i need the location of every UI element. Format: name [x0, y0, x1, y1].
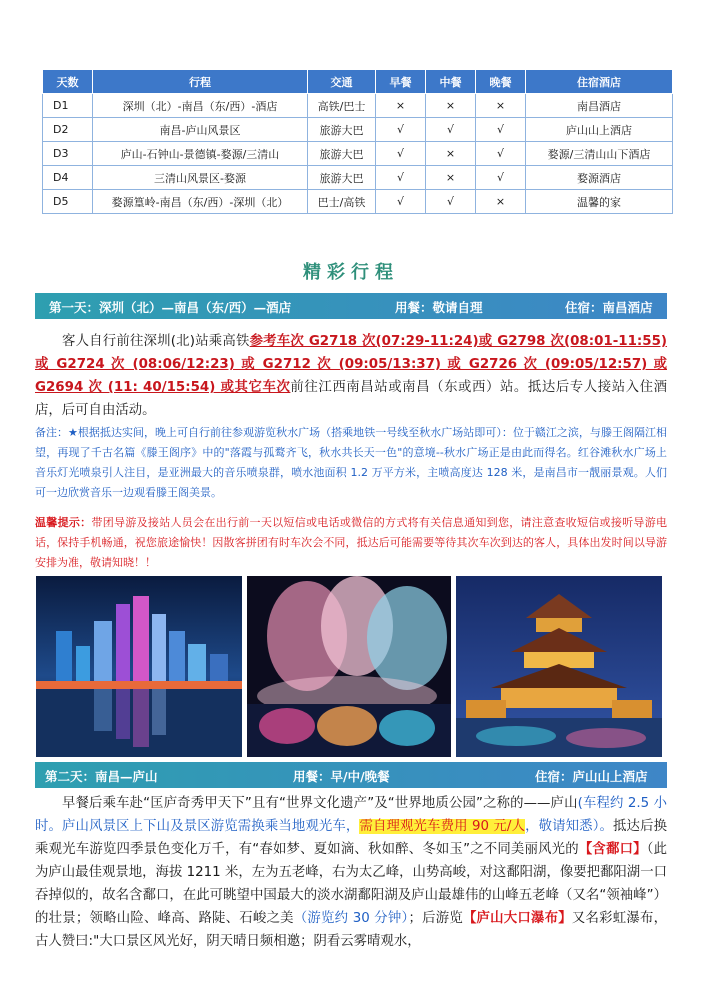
cell-transport: 旅游大巴 [308, 118, 376, 142]
nanchang-night-skyline-photo [36, 576, 242, 757]
header-day: 天数 [43, 70, 93, 94]
day2-text-7: （此为庐山最佳观景地，海拔 1211 米，左为五老峰，右为太乙峰，山势高峻，对这鄱阳湖，像要把鄱阳湖一口吞掉似的，故名含鄱口，在此可眺望中国最大的淡水湖鄱阳湖及庐山最雄伟的山峰五老峰（又名“领袖峰”）的壮景；领略山险、峰高、路陡、石峻之美 [35, 842, 668, 926]
cell-day: D3 [43, 142, 93, 166]
table-row [43, 118, 673, 142]
cell-route: 南昌-庐山风景区 [93, 118, 308, 142]
cell-dinner: √ [476, 142, 526, 166]
cell-breakfast: × [376, 94, 426, 118]
tengwang-pavilion-photo [456, 576, 662, 757]
table-row [43, 94, 673, 118]
day2-text-4: ，敬请知悉）。 [525, 819, 614, 834]
day2-tour-duration: （游览约 30 分钟） [293, 911, 409, 926]
day1-intro-text: 客人自行前往深圳(北)站乘高铁 [62, 334, 250, 349]
day1-tip [35, 513, 667, 573]
header-route: 行程 [93, 70, 308, 94]
header-hotel: 住宿酒店 [526, 70, 673, 94]
cell-hotel: 南昌酒店 [526, 94, 673, 118]
day2-banner [35, 762, 667, 788]
cell-hotel: 庐山山上酒店 [526, 118, 673, 142]
day2-paragraph [35, 792, 667, 953]
cell-lunch: × [426, 142, 476, 166]
cell-breakfast: √ [376, 142, 426, 166]
cell-day: D4 [43, 166, 93, 190]
cell-day: D5 [43, 190, 93, 214]
cell-transport: 旅游大巴 [308, 142, 376, 166]
day1-note: 备注：★根据抵达实间，晚上可自行前往参观游览秋水广场（搭乘地铁一号线至秋水广场站即可）：位于赣江之滨，与滕王阁隔江相望，再现了千古名篇《滕王阁序》中的"落霞与孤鹜齐飞，秋水共长天一色"的意境--秋水广场正是由此而得名。红谷滩秋水广场上音乐灯光喷泉引人注目，是亚洲最大的音乐喷泉群，喷水池面积 1.2 万平方米，主喷高度达 128 米，是南昌市一靓丽景观。人们可一边欣赏音乐一边观看滕王阁美景。 [35, 426, 667, 499]
day2-hotel: 住宿：庐山山上酒店 [535, 769, 648, 784]
cell-hotel: 婺源/三清山山下酒店 [526, 142, 673, 166]
cell-hotel: 婺源酒店 [526, 166, 673, 190]
day1-meals: 用餐：敬请自理 [395, 300, 483, 315]
section-title: 精彩行程 [303, 262, 399, 283]
day2-hanpokou-label: 【含鄱口】 [578, 842, 647, 857]
cell-lunch: √ [426, 118, 476, 142]
itinerary-overview-table [42, 69, 673, 214]
day1-train-list: 参考车次 G2718 次(07:29-11:24)或 G2798 次(08:01-11:55)或 G2724 次 (08:06/12:23) 或 G2712 次 (09:05/13:37) 或 G2726 次 (09:05/12:57) 或 G2694 次 (11: 40/15:54) 或其它车次 [35, 334, 668, 395]
cell-dinner: √ [476, 118, 526, 142]
cell-lunch: × [426, 166, 476, 190]
header-breakfast: 早餐 [376, 70, 426, 94]
cell-route: 三清山风景区-婺源 [93, 166, 308, 190]
cell-route: 庐山-石钟山-景德镇-婺源/三清山 [93, 142, 308, 166]
cell-route: 深圳（北）-南昌（东/西）-酒店 [93, 94, 308, 118]
header-dinner: 晚餐 [476, 70, 526, 94]
day2-text-11: 又名彩虹瀑布，古人赞曰:"大口景区风光好，阴天晴日频相邀；阴看云雾晴观水， [35, 911, 668, 949]
cell-hotel: 温馨的家 [526, 190, 673, 214]
cell-breakfast: √ [376, 166, 426, 190]
day1-paragraph [35, 330, 667, 422]
day2-text-2: (车程约 2.5 小时。庐山风景区上下山及景区游览需换乘当地观光车， [35, 796, 667, 834]
cell-day: D1 [43, 94, 93, 118]
cell-transport: 巴士/高铁 [308, 190, 376, 214]
cell-dinner: × [476, 94, 526, 118]
music-fountain-photo [247, 576, 451, 757]
day2-text-1: 早餐后乘车赴“匡庐奇秀甲天下”且有“世界文化遗产”及“世界地质公园”之称的——庐山 [62, 796, 578, 811]
day1-banner [35, 293, 667, 319]
day2-meals: 用餐：早/中/晚餐 [293, 769, 390, 784]
header-transport: 交通 [308, 70, 376, 94]
day1-title: 第一天：深圳（北）—南昌（东/西）—酒店 [49, 300, 292, 315]
day2-title: 第二天：南昌—庐山 [45, 769, 158, 784]
cell-day: D2 [43, 118, 93, 142]
table-row [43, 190, 673, 214]
table-row [43, 166, 673, 190]
cell-breakfast: √ [376, 118, 426, 142]
day1-hotel: 住宿：南昌酒店 [565, 300, 653, 315]
day2-text-5: 抵达后换乘观光车游览四季景色变化万千，有“春如梦、夏如滴、秋如醉、冬如玉”之不同美丽风光的 [35, 819, 667, 857]
day1-tip-text: 带团导游及接站人员会在出行前一天以短信或电话或微信的方式将有关信息通知到您，请注意查收短信或接听导游电话，保持手机畅通，祝您旅途愉快！因散客拼团有时车次会不同，抵达后可能需要等待其次车次到达的客人，具体出发时间以导游安排为准，敬请知晓！！ [35, 516, 668, 569]
cell-dinner: × [476, 190, 526, 214]
cell-lunch: × [426, 94, 476, 118]
cell-transport: 旅游大巴 [308, 166, 376, 190]
cell-transport: 高铁/巴士 [308, 94, 376, 118]
cell-route: 婺源篁岭-南昌（东/西）-深圳（北） [93, 190, 308, 214]
day2-waterfall-label: 【庐山大口瀑布】 [462, 911, 572, 926]
day2-shuttle-fee: 需自理观光车费用 90 元/人 [359, 819, 526, 834]
table-header-row [43, 70, 673, 94]
cell-breakfast: √ [376, 190, 426, 214]
day2-text-9: ；后游览 [408, 911, 463, 926]
day1-rest-text: 前往江西南昌站或南昌（东或西）站。抵达后专人接站入住酒店，后可自由活动。 [35, 380, 667, 418]
cell-dinner: √ [476, 166, 526, 190]
day1-tip-label: 温馨提示： [35, 516, 92, 529]
header-lunch: 中餐 [426, 70, 476, 94]
table-row [43, 142, 673, 166]
cell-lunch: √ [426, 190, 476, 214]
